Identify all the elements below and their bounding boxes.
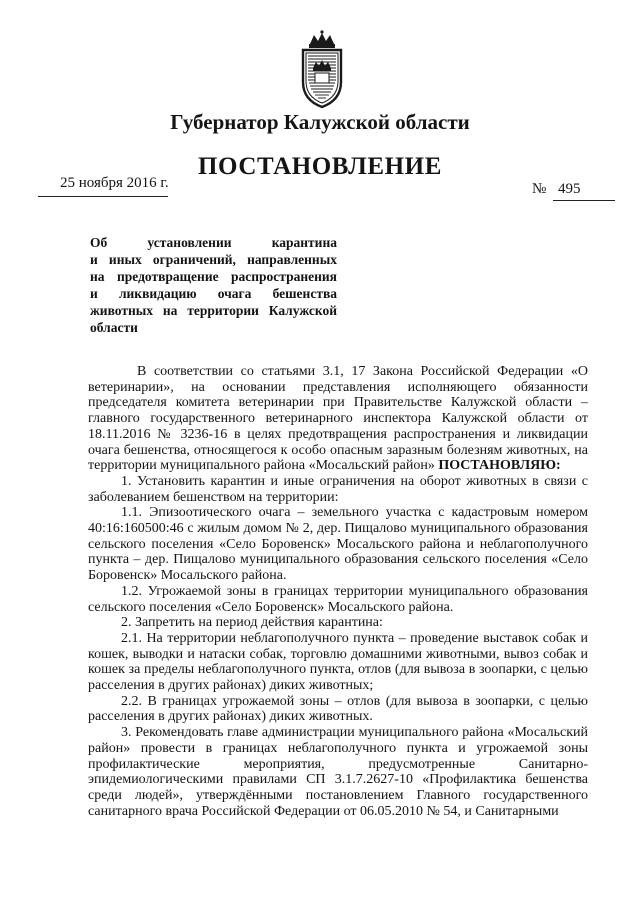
paragraph-2: 2. Запретить на период действия карантина: bbox=[121, 615, 383, 631]
document-type: ПОСТАНОВЛЕНИЕ bbox=[197, 153, 443, 180]
paragraph-3: 3. Рекомендовать главе администрации муниципального района «Мосальский район» провести в границах неблагополучного пункта и угрожаемой зоны профилактические мероприятия, предусмотренные Санитарно-эпидемиологическими правилами СП 3.1.7.2627-10 «Профилактика бешенства среди людей», утверждёнными постановлением Главного государственного санитарного врача Российской Федерации от 06.05.2010 № 54, и Санитарными bbox=[88, 725, 588, 819]
paragraph-2-2: 2.2. В границах угрожаемой зоны – отлов (для вывоза в зоопарки, с целью расселения в других районах) диких животных. bbox=[88, 693, 588, 725]
heading-line: Об установлении карантина bbox=[90, 235, 337, 250]
paragraph-1-1: 1.1. Эпизоотического очага – земельного участка с кадастровым номером 40:16:160500:46 с жилым домом № 2, дер. Пищалово муниципального образования сельского поселения «Село Боровенск» Мосальского района и неблагополучного пункта – дер. Пищалово муниципального образования сельского поселения «Село Боровенск» Мосальского района. bbox=[88, 505, 588, 584]
heading-line: на предотвращение распространения bbox=[90, 269, 337, 284]
issuing-authority: Губернатор Калужской области bbox=[170, 110, 470, 134]
paragraph-1: 1. Установить карантин и иные ограничения на оборот животных в связи с заболеванием бешенством на территории: bbox=[88, 473, 588, 505]
number-underline bbox=[553, 200, 615, 201]
heading-line: и ликвидацию очага бешенства bbox=[90, 286, 337, 301]
heading-line: области bbox=[90, 320, 138, 335]
document-body bbox=[88, 364, 588, 819]
document-heading bbox=[90, 234, 337, 336]
intro-paragraph bbox=[88, 364, 588, 474]
document-date: 25 ноября 2016 г. bbox=[60, 175, 169, 191]
coat-of-arms-icon bbox=[297, 30, 347, 110]
heading-line: животных на территории Калужской bbox=[90, 303, 337, 318]
heading-line: и иных ограничений, направленных bbox=[90, 252, 337, 267]
document-number: 495 bbox=[558, 181, 581, 197]
intro-text: В соответствии со статьями 3.1, 17 Закона Российской Федерации «О ветеринарии», на основании представления исполняющего обязанности председателя комитета ветеринарии при Правительстве Калужской области – главного государственного ветеринарного инспектора Калужской области от 18.11.2016 № 3236-16 в целях предотвращения распространения и ликвидации очага бешенства, относящегося к особо опасным заразным болезням животных, на территории муниципального района «Мосальский район» bbox=[88, 364, 588, 474]
paragraph-1-2: 1.2. Угрожаемой зоны в границах территории муниципального образования сельского поселения «Село Боровенск» Мосальского района. bbox=[88, 583, 588, 615]
resolve-keyword: ПОСТАНОВЛЯЮ: bbox=[438, 458, 561, 474]
document-number-label: № bbox=[532, 181, 547, 197]
paragraph-2-1: 2.1. На территории неблагополучного пункта – проведение выставок собак и кошек, выводки и натаски собак, торговлю домашними животными, вывоз собак и кошек за пределы неблагополучного пункта, отлов (для вывоза в зоопарки, с целью расселения в других районах) диких животных; bbox=[88, 630, 588, 694]
date-underline bbox=[38, 196, 168, 197]
